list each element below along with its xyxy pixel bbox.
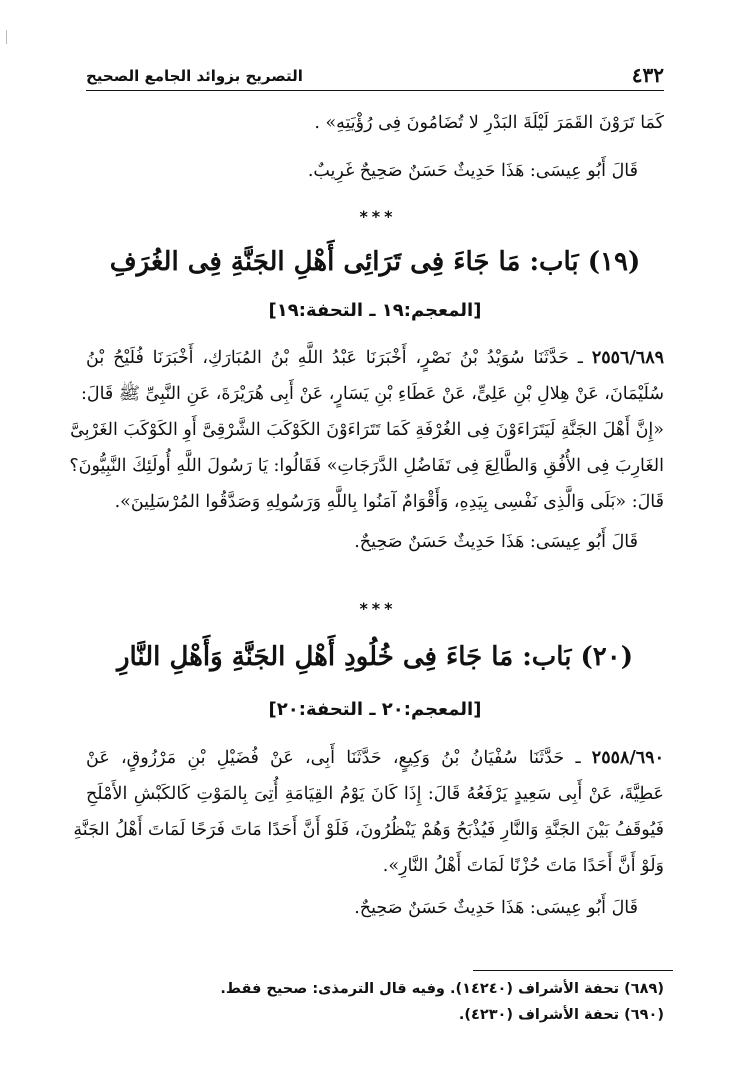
hadith-number: ٢٥٥٦/٦٨٩ xyxy=(591,348,664,368)
hadith-grading: قَالَ أَبُو عِيسَى: هَذَا حَدِيثٌ حَسَنٌ صَحِيحٌ. xyxy=(354,532,638,552)
chapter-title: (١٩) بَاب: مَا جَاءَ فِى تَرَائِى أَهْلِ الجَنَّةِ فِى الغُرَفِ xyxy=(109,247,641,277)
hadith-grading: قَالَ أَبُو عِيسَى: هَذَا حَدِيثٌ حَسَنٌ صَحِيحٌ. xyxy=(354,898,638,918)
section-separator: *** xyxy=(359,207,397,226)
intro-line: كَمَا تَرَوْنَ القَمَرَ لَيْلَةَ البَدْرِ لا تُضَامُونَ فِى رُؤْيَتِهِ» . xyxy=(314,113,664,133)
footnote-divider xyxy=(473,970,673,971)
hadith-line: «إِنَّ أَهْلَ الجَنَّةِ لَيَتَرَاءَوْنَ فِى الغُرْفَةِ كَمَا تَتَرَاءَوْنَ الكَوْكَبَ الشَّرْقِىَّ أَوِ الكَوْكَبَ الغَرْبِىَّ xyxy=(70,420,664,440)
hadith-line xyxy=(86,345,664,371)
intro-grading: قَالَ أَبُو عِيسَى: هَذَا حَدِيثٌ حَسَنٌ صَحِيحٌ غَرِيبٌ. xyxy=(307,161,638,181)
margin-mark xyxy=(6,30,7,44)
book-title: التصريح بزوائد الجامع الصحيح xyxy=(86,67,303,85)
running-header xyxy=(86,60,664,91)
footnote: (٦٩٠) تحفة الأشراف (٤٢٣٠). xyxy=(458,1007,664,1023)
hadith-line: عَطِيَّةَ، عَنْ أَبِى سَعِيدٍ يَرْفَعُهُ قَالَ: إِذَا كَانَ يَوْمُ القِيَامَةِ أُتِىَ بِالمَوْتِ كَالكَبْشِ الأَمْلَحِ xyxy=(86,784,664,804)
section-separator: *** xyxy=(359,599,397,618)
hadith-line: سُلَيْمَانَ، عَنْ هِلالِ بْنِ عَلِىٍّ، عَنْ عَطَاءِ بْنِ يَسَارٍ، عَنْ أَبِى هُرَيْرَةَ، عَنِ النَّبِىِّ ﷺ قَالَ: xyxy=(80,384,664,404)
hadith-line: قَالَ: «بَلَى وَالَّذِى نَفْسِى بِيَدِهِ، وَأَقْوَامٌ آمَنُوا بِاللَّهِ وَرَسُولِهِ وَصَدَّقُوا المُرْسَلِينَ». xyxy=(114,492,664,512)
hadith-line: الغَارِبَ فِى الأُفُقِ وَالطَّالِعَ فِى تَفَاضُلِ الدَّرَجَاتِ» فَقَالُوا: يَا رَسُولَ اللَّهِ أُولَئِكَ النَّبِيُّونَ؟ xyxy=(69,456,664,476)
footnote: (٦٨٩) تحفة الأشراف (١٤٢٤٠). وفيه قال الترمذى: صحيح فقط. xyxy=(220,981,664,997)
hadith-line xyxy=(86,745,664,771)
hadith-number: ٢٥٥٨/٦٩٠ xyxy=(591,748,664,768)
chapter-reference: [المعجم:١٩ ـ التحفة:١٩] xyxy=(268,300,482,321)
hadith-text: ـ حَدَّثَنَا سُوَيْدُ بْنُ نَصْرٍ، أَخْبَرَنَا عَبْدُ اللَّهِ بْنُ المُبَارَكِ، أَخْبَرَنَا فُلَيْحُ بْنُ xyxy=(86,348,583,368)
chapter-title: (٢٠) بَاب: مَا جَاءَ فِى خُلُودِ أَهْلِ الجَنَّةِ وَأَهْلِ النَّارِ xyxy=(116,642,634,672)
hadith-line: فَيُوقَفُ بَيْنَ الجَنَّةِ وَالنَّارِ فَيُذْبَحُ وَهُمْ يَنْظُرُونَ، فَلَوْ أَنَّ أَحَدًا مَاتَ فَرَحًا لَمَاتَ أَهْلُ الجَنَّةِ xyxy=(73,820,664,840)
page-number: ٤٣٢ xyxy=(631,63,664,87)
chapter-reference: [المعجم:٢٠ ـ التحفة:٢٠] xyxy=(268,699,482,720)
hadith-text: ـ حَدَّثَنَا سُفْيَانُ بْنُ وَكِيعٍ، حَدَّثَنَا أَبِى، عَنْ فُضَيْلِ بْنِ مَرْزُوقٍ، عَنْ xyxy=(86,748,581,768)
hadith-line: وَلَوْ أَنَّ أَحَدًا مَاتَ حُزْنًا لَمَاتَ أَهْلُ النَّارِ». xyxy=(382,856,664,876)
